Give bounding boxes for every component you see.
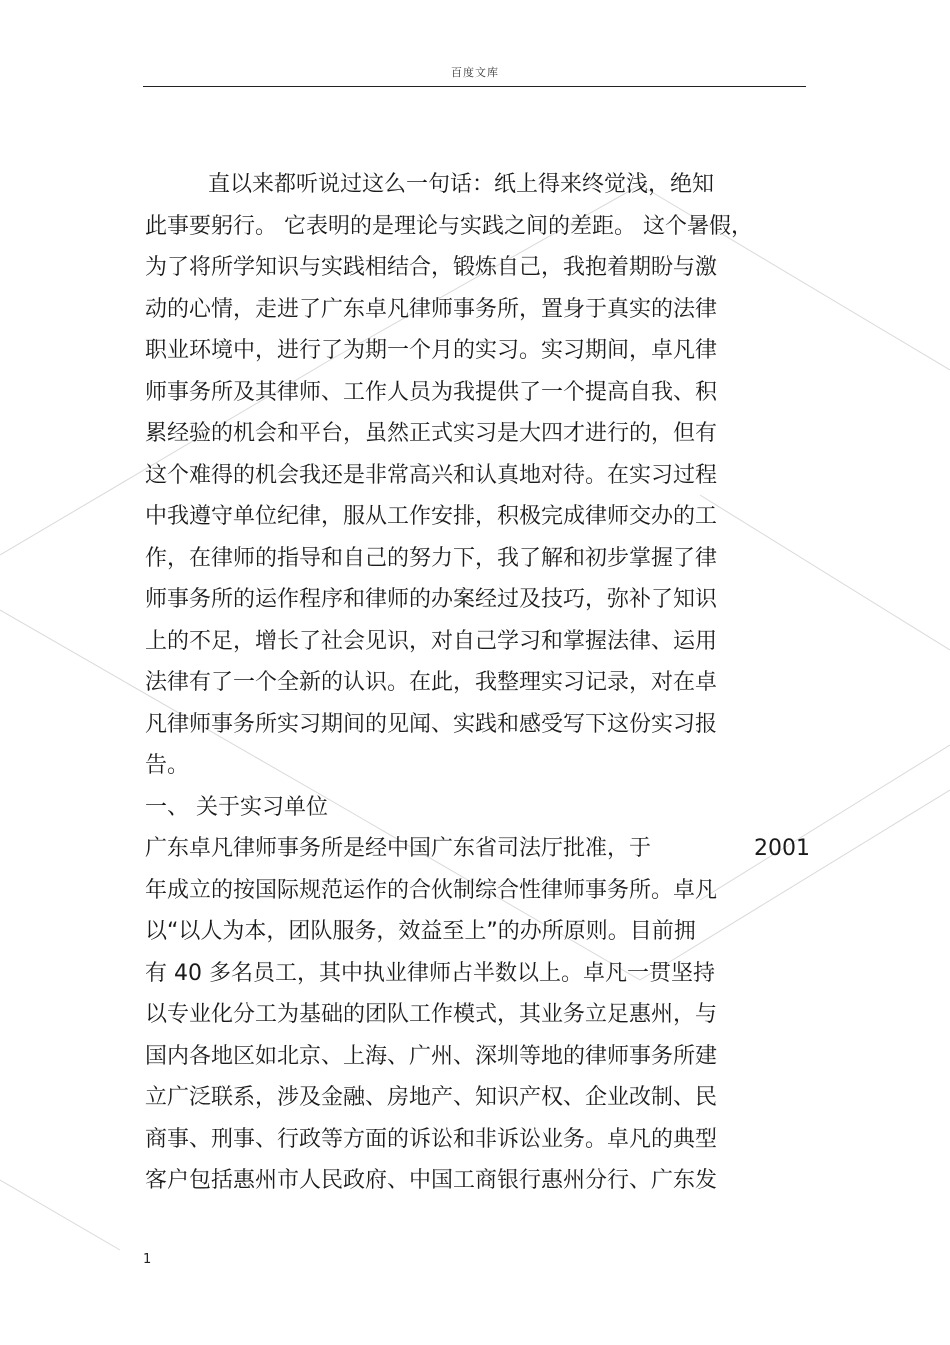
- paragraph-line: 告。: [145, 753, 190, 778]
- paragraph-line: 累经验的机会和平台，虽然正式实习是大四才进行的，但有: [145, 421, 718, 446]
- paragraph-line: 立广泛联系，涉及金融、房地产、知识产权、企业改制、民: [145, 1085, 718, 1110]
- paragraph-line: 师事务所的运作程序和律师的办案经过及技巧，弥补了知识: [145, 587, 718, 612]
- paragraph-line: [145, 828, 810, 870]
- paragraph-line: 以“以人为本，团队服务，效益至上”的办所原则。目前拥: [145, 919, 696, 944]
- paragraph-line: 这个难得的机会我还是非常高兴和认真地对待。在实习过程: [145, 462, 718, 488]
- paragraph-line: 此事要躬行。 它表明的是理论与实践之间的差距。 这个暑假，: [145, 213, 753, 239]
- document-body: [145, 164, 810, 1202]
- paragraph-line: 凡律师事务所实习期间的见闻、实践和感受写下这份实习报: [145, 711, 718, 737]
- paragraph-line: 动的心情，走进了广东卓凡律师事务所，置身于真实的法律: [145, 296, 718, 322]
- paragraph-line: 职业环境中，进行了为期一个月的实习。实习期间，卓凡律: [145, 338, 718, 363]
- page-number: 1: [143, 1252, 152, 1267]
- section-heading: 一、 关于实习单位: [145, 794, 328, 820]
- paragraph-line: 商事、刑事、行政等方面的诉讼和非诉讼业务。卓凡的典型: [145, 1126, 718, 1152]
- paragraph-line: 中我遵守单位纪律，服从工作安排，积极完成律师交办的工: [145, 504, 718, 529]
- paragraph-line: 直以来都听说过这么一句话：纸上得来终觉浅，绝知: [208, 172, 715, 197]
- paragraph-line: 师事务所及其律师、工作人员为我提供了一个提高自我、积: [145, 379, 718, 405]
- paragraph-line: 以专业化分工为基础的团队工作模式，其业务立足惠州，与: [145, 1002, 718, 1027]
- header-divider: [143, 86, 806, 87]
- paragraph-line: 作，在律师的指导和自己的努力下，我了解和初步掌握了律: [145, 545, 718, 571]
- paragraph-line: 为了将所学知识与实践相结合，锻炼自己，我抱着期盼与激: [145, 255, 718, 280]
- paragraph-line: 国内各地区如北京、上海、广州、深圳等地的律师事务所建: [145, 1043, 718, 1069]
- document-header-title: 百度文库: [451, 66, 499, 79]
- paragraph-line-text: 广东卓凡律师事务所是经中国广东省司法厅批准，于: [145, 836, 652, 861]
- paragraph-line: 上的不足，增长了社会见识，对自己学习和掌握法律、运用: [145, 628, 718, 654]
- paragraph-line: 客户包括惠州市人民政府、中国工商银行惠州分行、广东发: [145, 1168, 718, 1193]
- paragraph-line: 有 40 多名员工，其中执业律师占半数以上。卓凡一贯坚持: [145, 960, 715, 986]
- paragraph-line: 年成立的按国际规范运作的合伙制综合性律师事务所。卓凡: [145, 877, 718, 903]
- year-value: 2001: [754, 836, 810, 861]
- paragraph-line: 法律有了一个全新的认识。在此，我整理实习记录，对在卓: [145, 670, 718, 695]
